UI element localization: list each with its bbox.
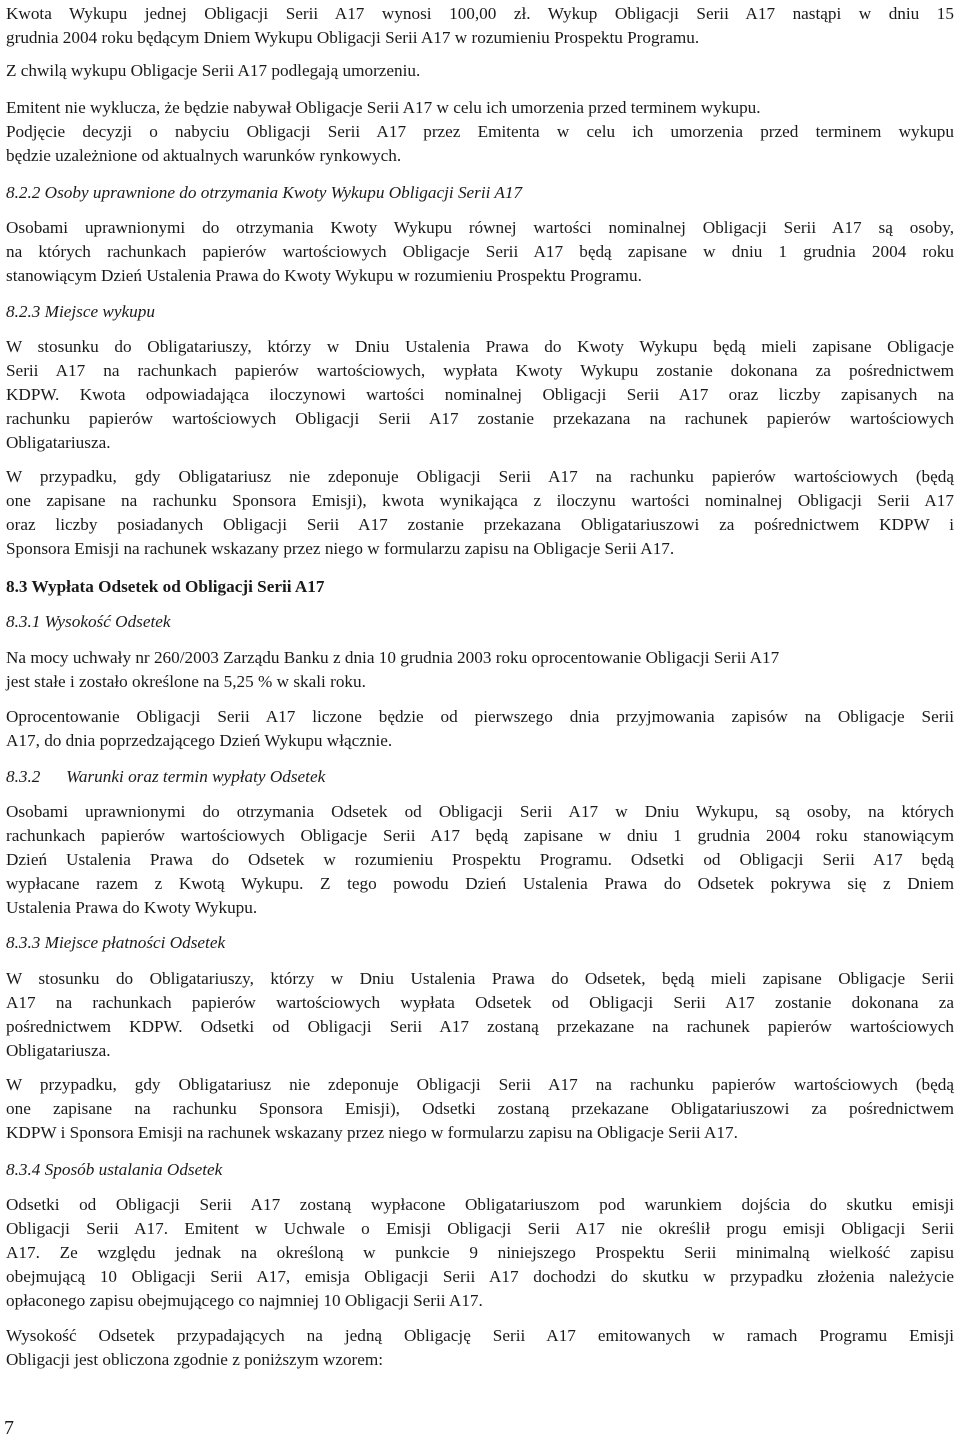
paragraph-not-deposited: W przypadku, gdy Obligatariusz nie zdeponuje Obligacji Serii A17 na rachunku papierów wartościowych (będą one zapisane na rachunku Sponsora Emisji), kwota wynikająca z iloczynu wartości nominalnej Obligacji Serii A17 oraz liczby posiadanych Obligacji Serii A17 zostanie przekazana Obligatariuszowi za pośrednictwem KDPW i Sponsora Emisji na rachunek wskazany przez niego w formularzu zapisu na Obligacje Serii A17. (6, 467, 954, 558)
heading-8-3: 8.3 Wypłata Odsetek od Obligacji Serii A17 (6, 577, 325, 596)
paragraph-formula-intro: Wysokość Odsetek przypadających na jedną Obligację Serii A17 emitowanych w ramach Programu Emisji Obligacji jest obliczona zgodnie z poniższym wzorem: (6, 1326, 954, 1369)
paragraph-redemption-place: W stosunku do Obligatariuszy, którzy w Dniu Ustalenia Prawa do Kwoty Wykupu będą mieli zapisane Obligacje Serii A17 na rachunkach papierów wartościowych, wypłata Kwoty Wykupu zostanie dokonana za pośrednictwem KDPW. Kwota odpowiadająca iloczynowi wartości nominalnej Obligacji Serii A17 oraz liczby zapisanych na rachunku papierów wartościowych Obligacji Serii A17 zostanie przekazana na rachunek papierów wartościowych Obligatariusza. (6, 337, 954, 452)
heading-8-2-2: 8.2.2 Osoby uprawnione do otrzymania Kwoty Wykupu Obligacji Serii A17 (6, 183, 523, 202)
paragraph-interest-place: W stosunku do Obligatariuszy, którzy w Dniu Ustalenia Prawa do Odsetek, będą mieli zapisane Obligacje Serii A17 na rachunkach papierów wartościowych wypłata Odsetek od Obligacji Serii A17 zostanie dokonana za pośrednictwem KDPW. Odsetki od Obligacji Serii A17 zostaną przekazane na rachunek papierów wartościowych Obligatariusza. (6, 969, 954, 1060)
heading-8-3-4: 8.3.4 Sposób ustalania Odsetek (6, 1160, 223, 1179)
paragraph-early-purchase: Emitent nie wyklucza, że będzie nabywał Obligacje Serii A17 w celu ich umorzenia przed terminem wykupu. Podjęcie decyzji o nabyciu Obligacji Serii A17 przez Emitenta w celu ich umorzenia przed terminem wykupu będzie uzależnione od aktualnych warunków rynkowych. (6, 98, 954, 165)
paragraph-interest-terms: Osobami uprawnionymi do otrzymania Odsetek od Obligacji Serii A17 w Dniu Wykupu, są osoby, na których rachunkach papierów wartościowych Obligacje Serii A17 będą zapisane w dniu 1 grudnia 2004 roku stanowiącym Dzień Ustalenia Prawa do Odsetek w rozumieniu Prospektu Programu. Odsetki od Obligacji Serii A17 będą wypłacane razem z Kwotą Wykupu. Z tego powodu Dzień Ustalenia Prawa do Odsetek pokrywa się z Dniem Ustalenia Prawa do Kwoty Wykupu. (6, 802, 954, 917)
page-number: 7 (4, 1417, 14, 1439)
paragraph-cancellation: Z chwilą wykupu Obligacje Serii A17 podlegają umorzeniu. (6, 61, 421, 80)
paragraph-entitled-persons: Osobami uprawnionymi do otrzymania Kwoty Wykupu równej wartości nominalnej Obligacji Serii A17 są osoby, na których rachunkach papierów wartościowych Obligacje Serii A17 będą zapisane w dniu 1 grudnia 2004 roku stanowiącym Dzień Ustalenia Prawa do Kwoty Wykupu w rozumieniu Prospektu Programu. (6, 218, 954, 285)
heading-8-3-3: 8.3.3 Miejsce płatności Odsetek (6, 933, 226, 952)
heading-8-2-3: 8.2.3 Miejsce wykupu (6, 302, 155, 321)
paragraph-interest-period: Oprocentowanie Obligacji Serii A17 liczone będzie od pierwszego dnia przyjmowania zapisów na Obligacje Serii A17, do dnia poprzedzającego Dzień Wykupu włącznie. (6, 707, 954, 750)
heading-8-3-1: 8.3.1 Wysokość Odsetek (6, 612, 171, 631)
paragraph-interest-rate: Na mocy uchwały nr 260/2003 Zarządu Banku z dnia 10 grudnia 2003 roku oprocentowanie Obligacji Serii A17 jest stałe i zostało określone na 5,25 % w skali roku. (6, 648, 780, 691)
heading-8-3-2: 8.3.2 Warunki oraz termin wypłaty Odsetek (6, 767, 326, 786)
paragraph-interest-method: Odsetki od Obligacji Serii A17 zostaną wypłacone Obligatariuszom pod warunkiem dojścia do skutku emisji Obligacji Serii A17. Emitent w Uchwale o Emisji Obligacji Serii A17 nie określił progu emisji Obligacji Serii A17. Ze względu jednak na określoną w punkcie 9 niniejszego Prospektu Serii minimalną wielkość zapisu obejmującą 10 Obligacji Serii A17, emisja Obligacji Serii A17 dochodzi do skutku w przypadku złożenia należycie opłaconego zapisu obejmującego co najmniej 10 Obligacji Serii A17. (6, 1195, 954, 1310)
paragraph-interest-not-deposited: W przypadku, gdy Obligatariusz nie zdeponuje Obligacji Serii A17 na rachunku papierów wartościowych (będą one zapisane na rachunku Sponsora Emisji), Odsetki zostaną przekazane Obligatariuszowi za pośrednictwem KDPW i Sponsora Emisji na rachunek wskazany przez niego w formularzu zapisu na Obligacje Serii A17. (6, 1075, 954, 1142)
paragraph-redemption-amount: Kwota Wykupu jednej Obligacji Serii A17 wynosi 100,00 zł. Wykup Obligacji Serii A17 nastąpi w dniu 15 grudnia 2004 roku będącym Dniem Wykupu Obligacji Serii A17 w rozumieniu Prospektu Programu. (6, 4, 954, 47)
